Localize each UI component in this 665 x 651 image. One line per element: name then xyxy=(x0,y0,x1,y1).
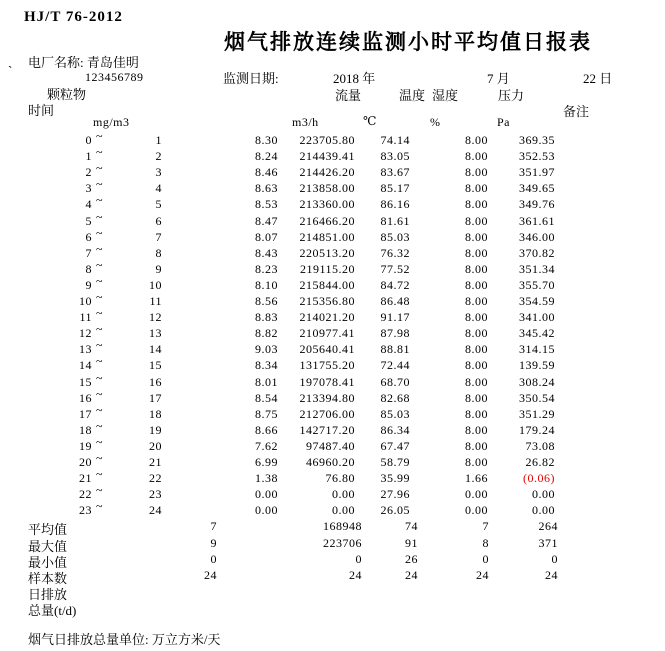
cell-particulate: 8.53 xyxy=(255,197,278,212)
cell-particulate: 8.75 xyxy=(255,406,278,421)
cell-hour-end: 11 xyxy=(149,294,162,308)
cell-humidity: 8.00 xyxy=(465,422,488,437)
cell-hour-start: 17 xyxy=(79,406,92,421)
cell-particulate: 8.34 xyxy=(255,358,278,373)
cell-pressure: (0.06) xyxy=(523,471,555,486)
date-day: 22 日 xyxy=(583,71,613,86)
summary-cell-humidity: 8 xyxy=(482,535,489,550)
cell-flow: 210977.41 xyxy=(299,326,355,341)
cell-pressure: 179.24 xyxy=(519,422,555,437)
cell-particulate: 8.54 xyxy=(255,390,278,405)
cell-temperature: 88.81 xyxy=(380,342,410,357)
cell-particulate: 8.43 xyxy=(255,245,278,260)
cell-hour-start: 19 xyxy=(79,438,92,453)
cell-humidity: 8.00 xyxy=(465,229,488,244)
cell-temperature: 86.16 xyxy=(380,197,410,212)
tilde-separator: ~ xyxy=(96,241,103,256)
tilde-separator: ~ xyxy=(96,434,103,449)
cell-hour-end: 7 xyxy=(155,229,162,244)
cell-flow: 142717.20 xyxy=(299,422,355,437)
cell-flow: 205640.41 xyxy=(299,342,355,357)
summary-row xyxy=(0,568,665,584)
tilde-separator: ~ xyxy=(96,177,103,192)
summary-cell-humidity: 7 xyxy=(482,519,489,534)
cell-hour-end: 14 xyxy=(149,342,162,357)
summary-cell-particulate: 24 xyxy=(204,567,217,582)
tilde-separator: ~ xyxy=(96,306,103,321)
cell-particulate: 8.83 xyxy=(255,310,278,325)
column-header-humidity: 湿度 xyxy=(432,88,459,103)
summary-row xyxy=(0,552,665,568)
cell-temperature: 85.03 xyxy=(380,229,410,244)
cell-particulate: 8.23 xyxy=(255,261,278,276)
column-header-pressure: 压力 xyxy=(498,88,525,103)
cell-humidity: 0.00 xyxy=(465,487,488,502)
cell-hour-start: 10 xyxy=(79,294,92,308)
cell-particulate: 7.62 xyxy=(255,438,278,453)
cell-hour-end: 13 xyxy=(149,326,162,341)
cell-temperature: 84.72 xyxy=(380,277,410,292)
standard-number: HJ/T 76-2012 xyxy=(24,9,123,25)
tilde-separator: ~ xyxy=(96,402,103,417)
cell-temperature: 86.34 xyxy=(380,422,410,437)
summary-cell-temperature: 24 xyxy=(405,567,418,582)
summary-cell-temperature: 91 xyxy=(405,535,418,550)
date-month: 7 月 xyxy=(487,71,510,86)
unit-flow: m3/h xyxy=(292,115,319,129)
cell-flow: 213394.80 xyxy=(299,390,355,405)
cell-temperature: 72.44 xyxy=(380,358,410,373)
table-row xyxy=(0,499,665,519)
cell-particulate: 1.38 xyxy=(255,471,278,486)
cell-particulate: 8.46 xyxy=(255,165,278,180)
summary-cell-pressure: 371 xyxy=(538,535,558,550)
cell-pressure: 0.00 xyxy=(532,487,555,502)
cell-flow: 214851.00 xyxy=(299,229,355,244)
cell-flow: 213858.00 xyxy=(299,181,355,196)
unit-particulate: mg/m3 xyxy=(93,115,130,129)
cell-temperature: 58.79 xyxy=(380,455,410,469)
tilde-separator: ~ xyxy=(96,467,103,482)
cell-flow: 131755.20 xyxy=(299,358,355,373)
cell-hour-end: 19 xyxy=(149,422,162,437)
cell-particulate: 8.82 xyxy=(255,326,278,341)
cell-flow: 46960.20 xyxy=(306,455,355,469)
cell-humidity: 8.00 xyxy=(465,438,488,453)
cell-hour-start: 4 xyxy=(85,197,92,212)
summary-cell-flow: 168948 xyxy=(323,519,362,534)
cell-hour-end: 5 xyxy=(155,197,162,212)
cell-hour-start: 13 xyxy=(79,342,92,357)
cell-temperature: 27.96 xyxy=(380,487,410,502)
cell-particulate: 8.47 xyxy=(255,213,278,228)
unit-pressure: Pa xyxy=(497,115,510,129)
summary-cell-flow: 223706 xyxy=(323,535,362,550)
cell-hour-start: 21 xyxy=(79,471,92,486)
cell-hour-end: 20 xyxy=(149,438,162,453)
cell-hour-end: 9 xyxy=(155,261,162,276)
tilde-separator: ~ xyxy=(96,322,103,337)
summary-label: 日排放 xyxy=(28,586,68,602)
cell-humidity: 8.00 xyxy=(465,197,488,212)
cell-hour-start: 23 xyxy=(79,503,92,518)
tilde-separator: ~ xyxy=(96,483,103,498)
date-year: 2018 年 xyxy=(333,71,376,86)
cell-humidity: 8.00 xyxy=(465,261,488,276)
cell-flow: 0.00 xyxy=(332,503,355,518)
summary-cell-temperature: 26 xyxy=(405,551,418,566)
cell-pressure: 361.61 xyxy=(519,213,555,228)
tilde-separator: ~ xyxy=(96,225,103,240)
cell-particulate: 6.99 xyxy=(255,455,278,469)
summary-label: 最小值 xyxy=(28,554,68,570)
tilde-separator: ~ xyxy=(96,209,103,224)
cell-temperature: 77.52 xyxy=(380,261,410,276)
summary-cell-temperature: 74 xyxy=(405,519,418,534)
cell-temperature: 87.98 xyxy=(380,326,410,341)
cell-temperature: 85.03 xyxy=(380,406,410,421)
cell-flow: 214426.20 xyxy=(299,165,355,180)
cell-pressure: 349.76 xyxy=(519,197,555,212)
cell-temperature: 83.67 xyxy=(380,165,410,180)
cell-humidity: 8.00 xyxy=(465,245,488,260)
cell-humidity: 8.00 xyxy=(465,342,488,357)
cell-pressure: 351.29 xyxy=(519,406,555,421)
cell-particulate: 0.00 xyxy=(255,503,278,518)
summary-row xyxy=(0,600,665,616)
cell-hour-end: 2 xyxy=(155,149,162,164)
summary-row xyxy=(0,519,665,538)
cell-hour-end: 4 xyxy=(155,181,162,196)
tilde-separator: ~ xyxy=(96,499,103,514)
summary-cell-pressure: 264 xyxy=(538,519,558,534)
cell-particulate: 9.03 xyxy=(255,342,278,357)
cell-flow: 216466.20 xyxy=(299,213,355,228)
cell-flow: 215356.80 xyxy=(299,294,355,308)
cell-hour-end: 22 xyxy=(149,471,162,486)
column-header-temperature: 温度 xyxy=(399,88,426,103)
cell-humidity: 8.00 xyxy=(465,455,488,469)
cell-hour-end: 15 xyxy=(149,358,162,373)
cell-flow: 215844.00 xyxy=(299,277,355,292)
tilde-separator: ~ xyxy=(96,418,103,433)
cell-temperature: 81.61 xyxy=(380,213,410,228)
cell-hour-end: 16 xyxy=(149,374,162,389)
cell-flow: 197078.41 xyxy=(299,374,355,389)
cell-flow: 214439.41 xyxy=(299,149,355,164)
cell-pressure: 345.42 xyxy=(519,326,555,341)
cell-pressure: 370.82 xyxy=(519,245,555,260)
cell-flow: 76.80 xyxy=(325,471,355,486)
cell-humidity: 8.00 xyxy=(465,390,488,405)
summary-row xyxy=(0,536,665,552)
unit-humidity: % xyxy=(430,115,441,129)
cell-humidity: 8.00 xyxy=(465,149,488,164)
cell-flow: 213360.00 xyxy=(299,197,355,212)
tilde-separator: ~ xyxy=(96,386,103,401)
column-header-time: 时间 xyxy=(28,103,55,118)
cell-hour-start: 2 xyxy=(85,165,92,180)
cell-temperature: 68.70 xyxy=(380,374,410,389)
summary-label: 样本数 xyxy=(28,570,68,586)
cell-pressure: 354.59 xyxy=(519,294,555,308)
cell-temperature: 82.68 xyxy=(380,390,410,405)
tilde-separator: ~ xyxy=(96,193,103,208)
summary-cell-humidity: 24 xyxy=(476,567,489,582)
cell-flow: 219115.20 xyxy=(299,261,355,276)
summary-cell-flow: 0 xyxy=(355,551,362,566)
cell-temperature: 35.99 xyxy=(380,471,410,486)
cell-temperature: 85.17 xyxy=(380,181,410,196)
summary-cell-pressure: 0 xyxy=(551,551,558,566)
unit-temperature: ℃ xyxy=(363,114,377,128)
cell-hour-start: 0 xyxy=(85,133,92,147)
cell-pressure: 139.59 xyxy=(519,358,555,373)
column-header-particulate: 颗粒物 xyxy=(47,87,87,102)
cell-hour-start: 12 xyxy=(79,326,92,341)
cell-temperature: 74.14 xyxy=(380,133,410,147)
summary-label: 平均值 xyxy=(28,522,68,538)
summary-cell-humidity: 0 xyxy=(482,551,489,566)
cell-temperature: 83.05 xyxy=(380,149,410,164)
cell-hour-end: 18 xyxy=(149,406,162,421)
cell-hour-start: 18 xyxy=(79,422,92,437)
cell-hour-end: 1 xyxy=(155,133,162,147)
plant-name-label: 电厂名称: 青岛佳明 xyxy=(28,55,139,70)
tilde-separator: ~ xyxy=(96,354,103,369)
cell-particulate: 8.30 xyxy=(255,133,278,147)
summary-label: 总量(t/d) xyxy=(28,602,77,618)
cell-hour-start: 1 xyxy=(85,149,92,164)
cell-hour-end: 21 xyxy=(149,455,162,469)
cell-particulate: 8.07 xyxy=(255,229,278,244)
cell-hour-start: 9 xyxy=(85,277,92,292)
cell-pressure: 346.00 xyxy=(519,229,555,244)
cell-temperature: 26.05 xyxy=(380,503,410,518)
cell-hour-start: 7 xyxy=(85,245,92,260)
cell-hour-start: 3 xyxy=(85,181,92,196)
cell-temperature: 86.48 xyxy=(380,294,410,308)
cell-humidity: 8.00 xyxy=(465,406,488,421)
tilde-separator: ~ xyxy=(96,338,103,353)
tilde-separator: ~ xyxy=(96,273,103,288)
cell-humidity: 8.00 xyxy=(465,294,488,308)
footer-note: 烟气日排放总量单位: 万立方米/天 xyxy=(28,632,221,647)
cell-pressure: 73.08 xyxy=(525,438,555,453)
cell-hour-start: 14 xyxy=(79,358,92,373)
cell-pressure: 369.35 xyxy=(519,133,555,147)
summary-cell-flow: 24 xyxy=(349,567,362,582)
cell-humidity: 8.00 xyxy=(465,326,488,341)
cell-temperature: 91.17 xyxy=(380,310,410,325)
cell-hour-start: 6 xyxy=(85,229,92,244)
cell-pressure: 314.15 xyxy=(519,342,555,357)
tilde-separator: ~ xyxy=(96,129,103,143)
cell-humidity: 8.00 xyxy=(465,165,488,180)
stray-mark: ` xyxy=(8,63,13,78)
cell-hour-end: 8 xyxy=(155,245,162,260)
summary-cell-pressure: 24 xyxy=(545,567,558,582)
cell-hour-start: 22 xyxy=(79,487,92,502)
cell-pressure: 341.00 xyxy=(519,310,555,325)
cell-particulate: 8.10 xyxy=(255,277,278,292)
cell-particulate: 8.24 xyxy=(255,149,278,164)
tilde-separator: ~ xyxy=(96,290,103,304)
cell-hour-end: 10 xyxy=(149,277,162,292)
cell-temperature: 76.32 xyxy=(380,245,410,260)
cell-pressure: 349.65 xyxy=(519,181,555,196)
cell-pressure: 351.34 xyxy=(519,261,555,276)
summary-cell-particulate: 9 xyxy=(210,535,217,550)
cell-hour-end: 12 xyxy=(149,310,162,325)
cell-pressure: 26.82 xyxy=(525,455,555,469)
cell-pressure: 350.54 xyxy=(519,390,555,405)
cell-particulate: 0.00 xyxy=(255,487,278,502)
cell-humidity: 8.00 xyxy=(465,310,488,325)
cell-temperature: 67.47 xyxy=(380,438,410,453)
summary-label: 最大值 xyxy=(28,538,68,554)
tilde-separator: ~ xyxy=(96,451,103,465)
cell-humidity: 8.00 xyxy=(465,213,488,228)
cell-pressure: 352.53 xyxy=(519,149,555,164)
tilde-separator: ~ xyxy=(96,370,103,385)
cell-pressure: 0.00 xyxy=(532,503,555,518)
cell-hour-end: 6 xyxy=(155,213,162,228)
cell-particulate: 8.66 xyxy=(255,422,278,437)
tilde-separator: ~ xyxy=(96,161,103,176)
cell-humidity: 8.00 xyxy=(465,133,488,147)
column-header-flow: 流量 xyxy=(335,88,362,103)
cell-particulate: 8.56 xyxy=(255,294,278,308)
summary-cell-particulate: 7 xyxy=(210,519,217,534)
report-title: 烟气排放连续监测小时平均值日报表 xyxy=(224,30,592,54)
cell-flow: 214021.20 xyxy=(299,310,355,325)
cell-flow: 220513.20 xyxy=(299,245,355,260)
cell-hour-start: 8 xyxy=(85,261,92,276)
cell-hour-end: 3 xyxy=(155,165,162,180)
summary-cell-particulate: 0 xyxy=(210,551,217,566)
cell-flow: 223705.80 xyxy=(299,133,355,147)
cell-particulate: 8.63 xyxy=(255,181,278,196)
cell-humidity: 8.00 xyxy=(465,181,488,196)
cell-pressure: 355.70 xyxy=(519,277,555,292)
cell-hour-start: 16 xyxy=(79,390,92,405)
tilde-separator: ~ xyxy=(96,257,103,272)
cell-hour-start: 15 xyxy=(79,374,92,389)
plant-code: 123456789 xyxy=(85,70,144,84)
cell-pressure: 308.24 xyxy=(519,374,555,389)
cell-hour-start: 5 xyxy=(85,213,92,228)
date-label: 监测日期: xyxy=(223,71,279,86)
cell-humidity: 8.00 xyxy=(465,277,488,292)
cell-hour-end: 24 xyxy=(149,503,162,518)
cell-flow: 0.00 xyxy=(332,487,355,502)
cell-pressure: 351.97 xyxy=(519,165,555,180)
cell-humidity: 1.66 xyxy=(465,471,488,486)
cell-humidity: 8.00 xyxy=(465,358,488,373)
summary-row xyxy=(0,584,665,600)
column-header-remark: 备注 xyxy=(563,104,590,119)
cell-humidity: 8.00 xyxy=(465,374,488,389)
cell-flow: 212706.00 xyxy=(299,406,355,421)
cell-hour-end: 23 xyxy=(149,487,162,502)
cell-hour-start: 11 xyxy=(79,310,92,325)
cell-hour-end: 17 xyxy=(149,390,162,405)
cell-humidity: 0.00 xyxy=(465,503,488,518)
cell-particulate: 8.01 xyxy=(255,374,278,389)
cell-flow: 97487.40 xyxy=(306,438,355,453)
tilde-separator: ~ xyxy=(96,145,103,160)
cell-hour-start: 20 xyxy=(79,455,92,469)
